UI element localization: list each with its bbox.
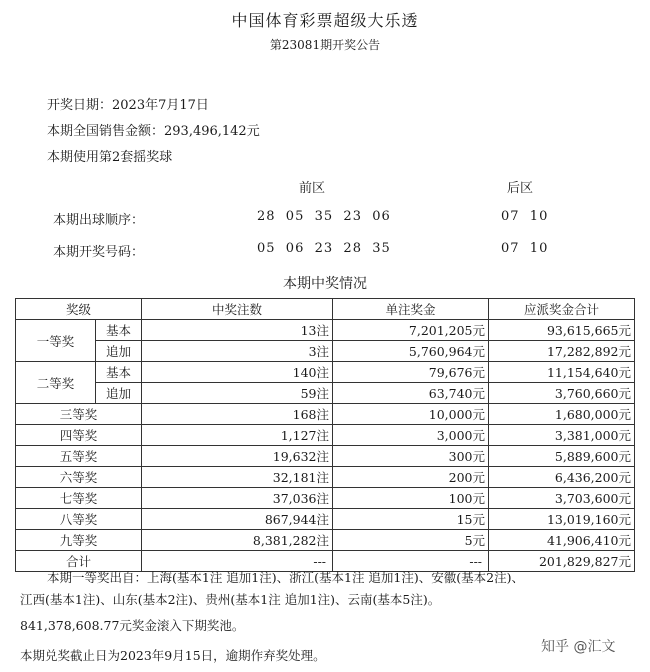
table-row <box>16 383 635 404</box>
winning-front-numbers: 05 06 23 28 35 <box>257 241 391 256</box>
prize-cell: --- <box>333 551 489 572</box>
count-cell: 37,036注 <box>142 488 333 509</box>
first-prize-origins-line-2: 江西(基本1注)、山东(基本2注)、贵州(基本1注 追加1注)、云南(基本5注)。 <box>20 592 441 607</box>
table-row <box>16 530 635 551</box>
total-cell: 1,680,000元 <box>489 404 635 425</box>
table-header-row <box>16 299 635 320</box>
prize-cell: 5元 <box>333 530 489 551</box>
level-cell: 八等奖 <box>16 509 142 530</box>
type-cell: 基本 <box>96 320 142 341</box>
level-cell: 一等奖 <box>16 320 96 362</box>
table-row <box>16 320 635 341</box>
prize-cell: 3,000元 <box>333 425 489 446</box>
count-cell: 3注 <box>142 341 333 362</box>
level-cell: 三等奖 <box>16 404 142 425</box>
first-prize-origins-line-1: 本期一等奖出自：上海(基本1注 追加1注)、浙江(基本1注 追加1注)、安徽(基本2注)、 <box>47 570 524 585</box>
prize-table <box>15 298 635 572</box>
count-cell: 140注 <box>142 362 333 383</box>
count-cell: --- <box>142 551 333 572</box>
total-cell: 41,906,410元 <box>489 530 635 551</box>
count-cell: 19,632注 <box>142 446 333 467</box>
header-level: 奖级 <box>16 299 142 320</box>
table-row <box>16 467 635 488</box>
winning-back-numbers: 07 10 <box>501 241 549 256</box>
prize-cell: 79,676元 <box>333 362 489 383</box>
claim-deadline: 本期兑奖截止日为2023年9月15日，逾期作弃奖处理。 <box>20 648 326 663</box>
table-row <box>16 488 635 509</box>
total-cell: 93,615,665元 <box>489 320 635 341</box>
jackpot-rollover: 841,378,608.77元奖金滚入下期奖池。 <box>20 618 245 633</box>
total-cell: 6,436,200元 <box>489 467 635 488</box>
type-cell: 追加 <box>96 383 142 404</box>
sales-amount: 本期全国销售金额：293,496,142元 <box>47 124 260 139</box>
count-cell: 8,381,282注 <box>142 530 333 551</box>
type-cell: 基本 <box>96 362 142 383</box>
prize-table-title: 本期中奖情况 <box>283 276 367 292</box>
back-zone-heading: 后区 <box>507 181 534 196</box>
total-cell: 11,154,640元 <box>489 362 635 383</box>
ball-set: 本期使用第2套摇奖球 <box>47 150 173 165</box>
zhihu-watermark: 知乎 @汇文 <box>541 639 616 655</box>
level-cell: 九等奖 <box>16 530 142 551</box>
level-cell: 五等奖 <box>16 446 142 467</box>
front-zone-heading: 前区 <box>299 181 326 196</box>
draw-date: 开奖日期：2023年7月17日 <box>47 98 209 113</box>
count-cell: 867,944注 <box>142 509 333 530</box>
page-subtitle: 第23081期开奖公告 <box>269 38 381 52</box>
prize-cell: 5,760,964元 <box>333 341 489 362</box>
table-row <box>16 509 635 530</box>
table-row <box>16 341 635 362</box>
prize-cell: 100元 <box>333 488 489 509</box>
count-cell: 13注 <box>142 320 333 341</box>
count-cell: 32,181注 <box>142 467 333 488</box>
level-cell: 七等奖 <box>16 488 142 509</box>
total-cell: 5,889,600元 <box>489 446 635 467</box>
draw-order-back-numbers: 07 10 <box>501 209 549 224</box>
level-cell: 四等奖 <box>16 425 142 446</box>
prize-cell: 10,000元 <box>333 404 489 425</box>
count-cell: 168注 <box>142 404 333 425</box>
total-cell: 13,019,160元 <box>489 509 635 530</box>
header-prize: 单注奖金 <box>333 299 489 320</box>
total-cell: 17,282,892元 <box>489 341 635 362</box>
level-cell: 六等奖 <box>16 467 142 488</box>
table-row <box>16 446 635 467</box>
header-total: 应派奖金合计 <box>489 299 635 320</box>
page-title: 中国体育彩票超级大乐透 <box>231 11 419 30</box>
count-cell: 59注 <box>142 383 333 404</box>
prize-cell: 15元 <box>333 509 489 530</box>
draw-order-front-numbers: 28 05 35 23 06 <box>257 209 391 224</box>
level-cell: 二等奖 <box>16 362 96 404</box>
prize-cell: 200元 <box>333 467 489 488</box>
table-row <box>16 404 635 425</box>
total-cell: 3,760,660元 <box>489 383 635 404</box>
prize-cell: 63,740元 <box>333 383 489 404</box>
draw-order-label: 本期出球顺序： <box>53 213 145 228</box>
type-cell: 追加 <box>96 341 142 362</box>
table-row <box>16 362 635 383</box>
total-cell: 201,829,827元 <box>489 551 635 572</box>
total-cell: 3,381,000元 <box>489 425 635 446</box>
level-cell: 合计 <box>16 551 142 572</box>
prize-cell: 300元 <box>333 446 489 467</box>
prize-cell: 7,201,205元 <box>333 320 489 341</box>
total-cell: 3,703,600元 <box>489 488 635 509</box>
header-count: 中奖注数 <box>142 299 333 320</box>
winning-numbers-label: 本期开奖号码： <box>53 245 145 260</box>
table-row <box>16 425 635 446</box>
count-cell: 1,127注 <box>142 425 333 446</box>
